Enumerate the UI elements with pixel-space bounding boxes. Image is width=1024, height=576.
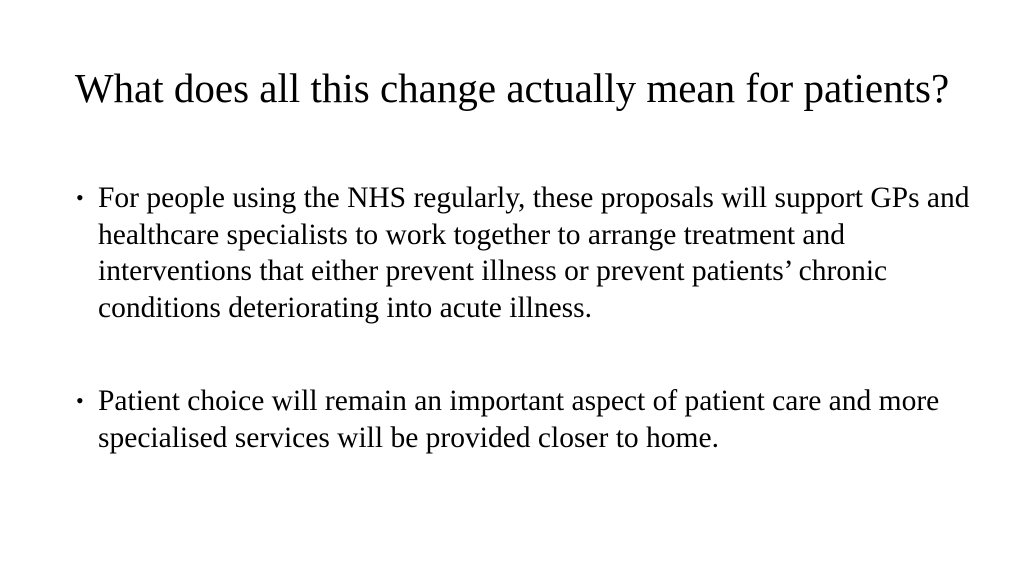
- bullet-text: Patient choice will remain an important aspect of patient care and more specialised services will be provided closer to home.: [98, 385, 940, 454]
- slide-title: What does all this change actually mean for patients?: [74, 65, 950, 111]
- bullet-item-patient-choice: [74, 383, 974, 456]
- bullet-marker-icon: •: [76, 185, 84, 210]
- bullet-list: [74, 180, 974, 456]
- bullet-marker-icon: •: [76, 388, 84, 413]
- bullet-item-patients-using-nhs: [74, 180, 974, 326]
- bullet-text: For people using the NHS regularly, these proposals will support GPs and healthcare specialists to work together to arrange treatment and interventions that either prevent illness or prevent patients’ chronic conditions deteriorating into acute illness.: [98, 182, 970, 324]
